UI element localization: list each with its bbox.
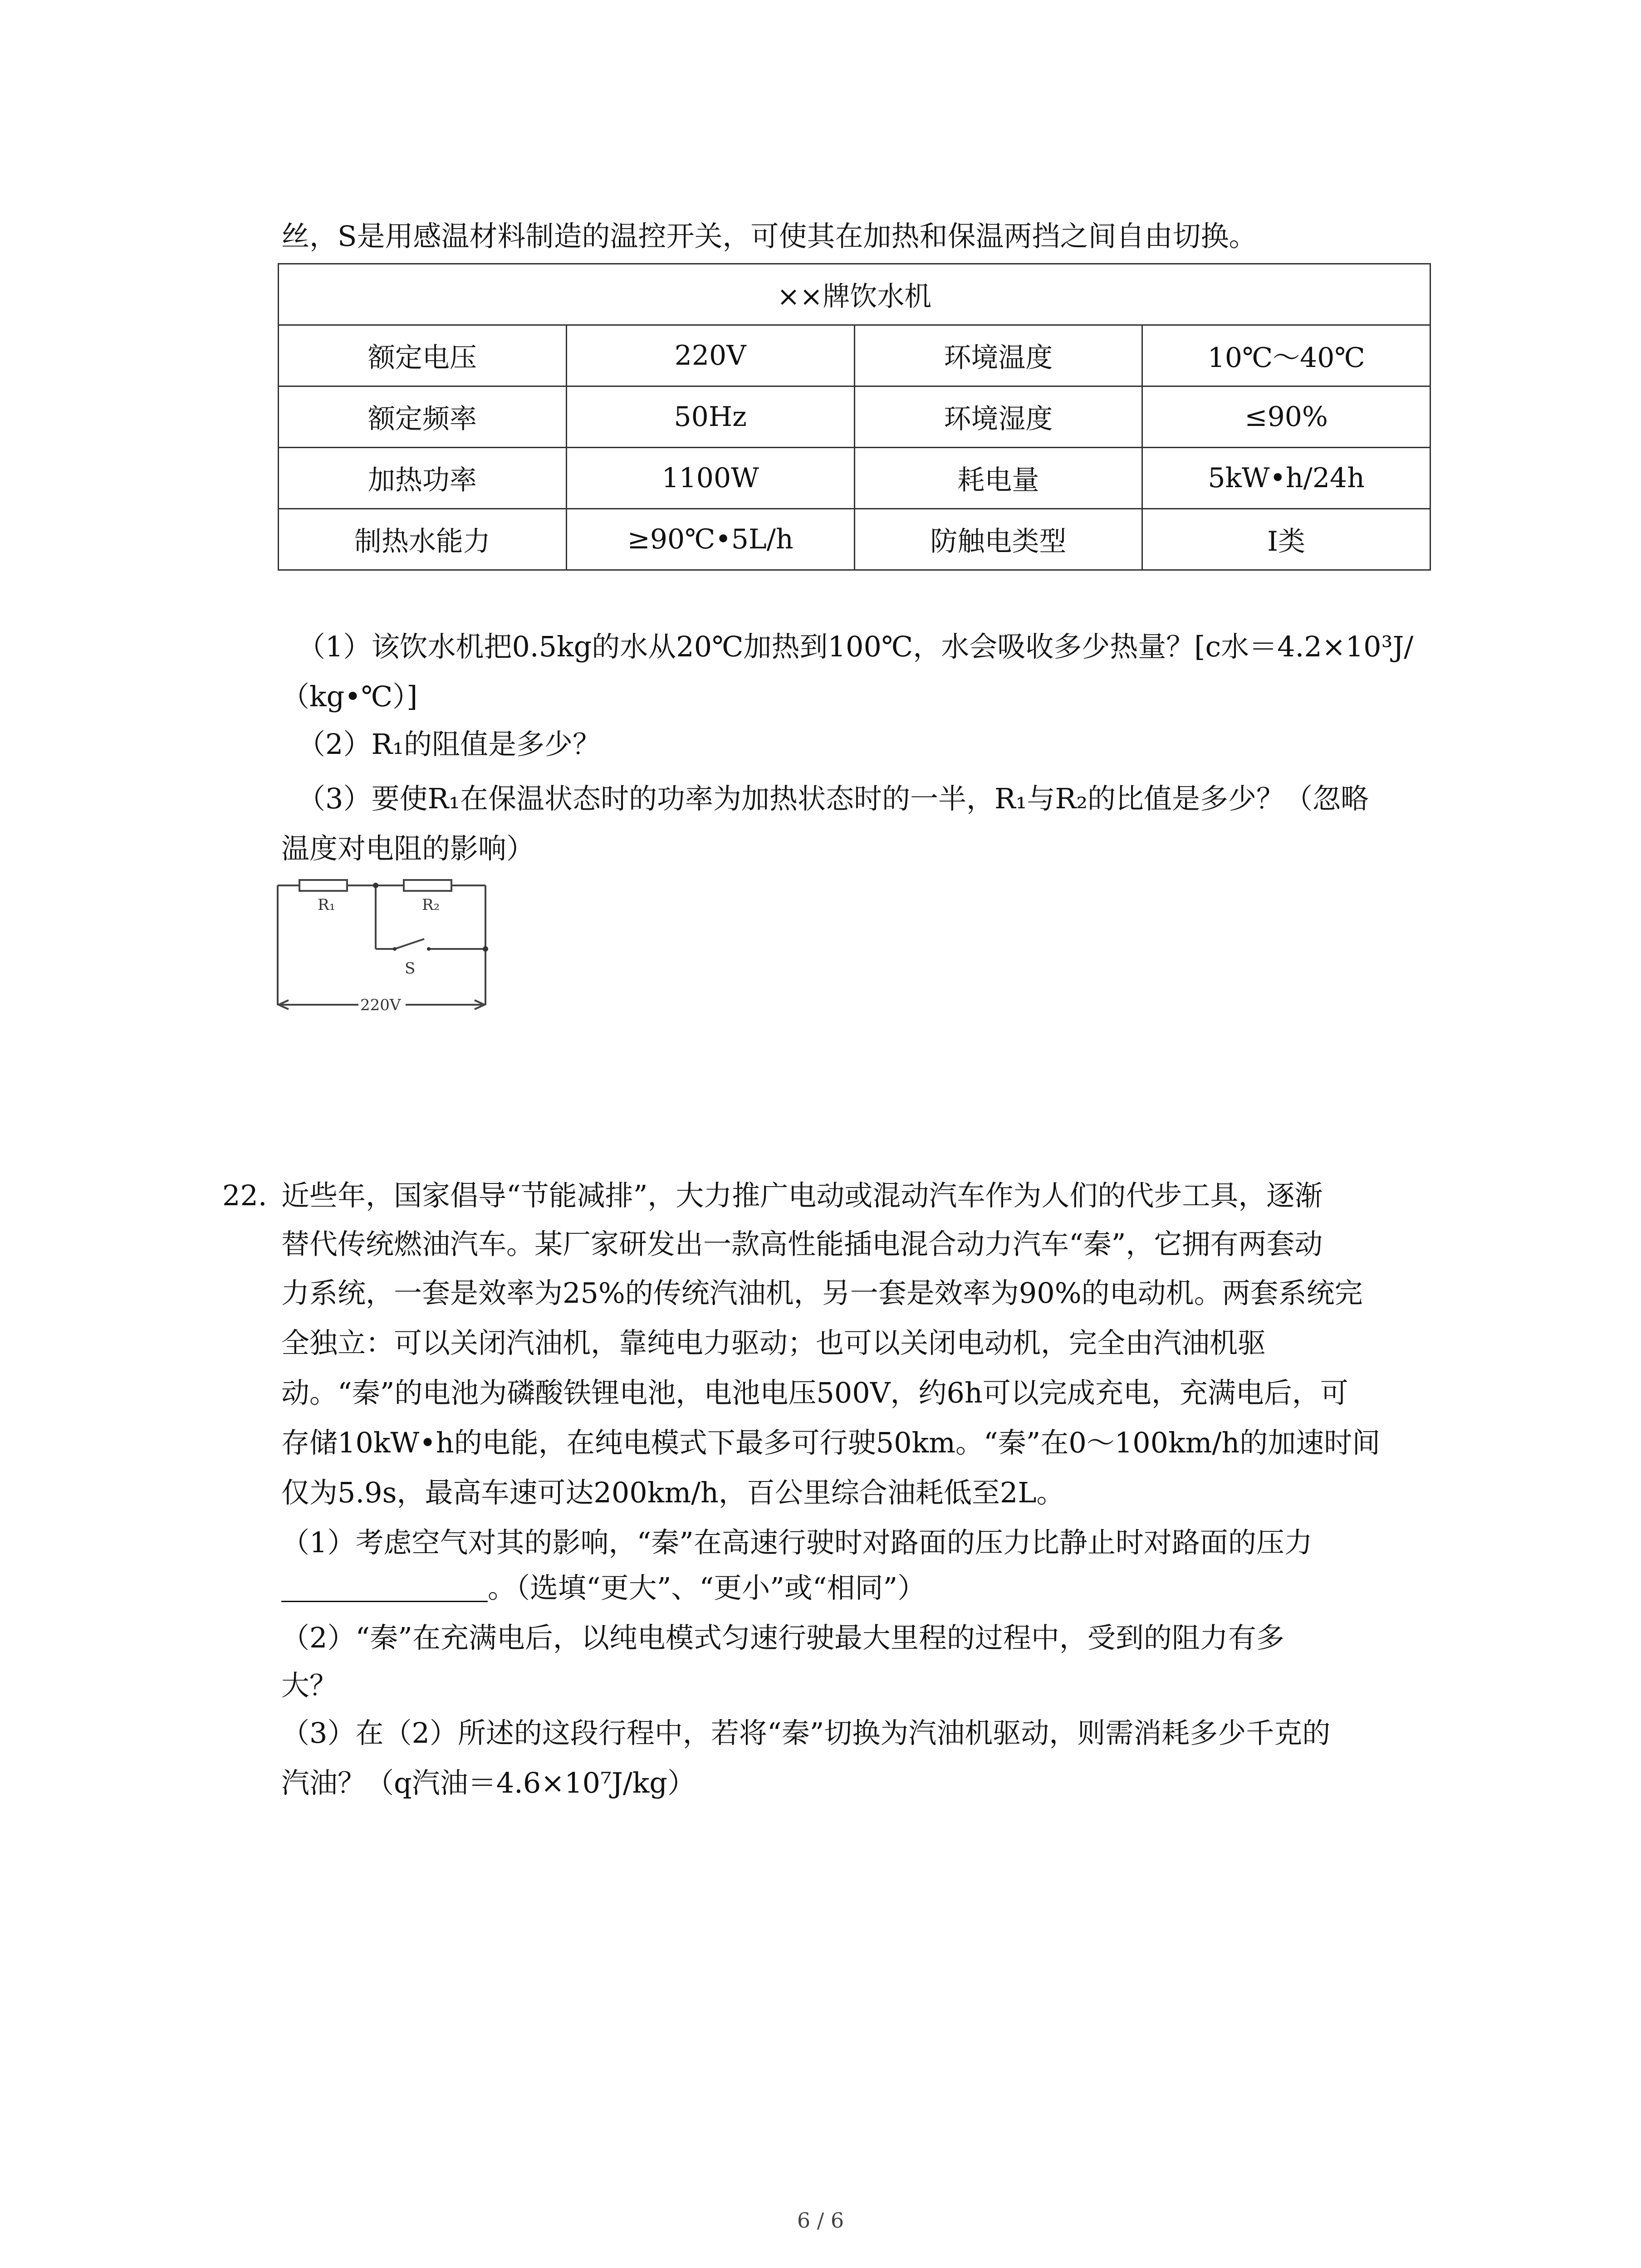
table-cell: 额定频率: [279, 386, 567, 448]
table-row: [279, 386, 1430, 448]
q22-sub3-line2: 汽油？（q汽油＝4.6×10⁷J/kg）: [281, 1766, 696, 1799]
table-cell: Ⅰ类: [1142, 509, 1430, 570]
table-cell: 220V: [566, 325, 854, 386]
circuit-diagram: [272, 875, 499, 1021]
junction-dot: [483, 946, 488, 952]
table-row: [279, 509, 1430, 570]
q22-sub1-line2: 。（选填“更大”、“更小”或“相同”）: [488, 1571, 926, 1604]
table-cell: 环境湿度: [854, 386, 1142, 448]
q21-sub2: （2）R₁的阻值是多少？: [297, 728, 601, 761]
voltage-label: 220V: [360, 996, 401, 1014]
table-cell: ≤90%: [1142, 386, 1430, 448]
table-cell: ≥90℃•5L/h: [566, 509, 854, 570]
q22-sub2-line1: （2）“秦”在充满电后，以纯电模式匀速行驶最大里程的过程中，受到的阻力有多: [281, 1621, 1284, 1654]
q21-sub3-line1: （3）要使R₁在保温状态时的功率为加热状态时的一半，R₁与R₂的比值是多少？（忽略: [297, 782, 1369, 815]
r2-label: R₂: [422, 896, 440, 914]
q22-sub1-line2-wrap: [281, 1571, 926, 1604]
table-cell: 额定电压: [279, 325, 567, 386]
q22-para-line: 仅为5.9s，最高车速可达200km/h，百公里综合油耗低至2L。: [281, 1476, 1065, 1509]
page-number: 6 / 6: [797, 2208, 844, 2233]
table-title: ××牌饮水机: [279, 264, 1430, 325]
q21-sub1-line2: （kg•℃）]: [281, 680, 418, 713]
spec-table: [278, 263, 1431, 571]
table-cell: 5kW•h/24h: [1142, 448, 1430, 509]
table-row: [279, 448, 1430, 509]
junction-dot: [373, 883, 378, 888]
table-cell: 防触电类型: [854, 509, 1142, 570]
switch-contact: [427, 947, 431, 951]
table-cell: 环境温度: [854, 325, 1142, 386]
table-row: [279, 325, 1430, 386]
switch-label: S: [405, 959, 416, 978]
q22-para-line: 力系统，一套是效率为25%的传统汽油机，另一套是效率为90%的电动机。两套系统完: [281, 1276, 1363, 1310]
table-cell: 1100W: [566, 448, 854, 509]
table-cell: 10℃～40℃: [1142, 325, 1430, 386]
q22-para-line: 替代传统燃油汽车。某厂家研发出一款高性能插电混合动力汽车“秦”，它拥有两套动: [281, 1227, 1323, 1261]
intro-line: 丝，S是用感温材料制造的温控开关，可使其在加热和保温两挡之间自由切换。: [281, 220, 1257, 253]
q22-sub3-line1: （3）在（2）所述的这段行程中，若将“秦”切换为汽油机驱动，则需消耗多少千克的: [281, 1716, 1331, 1750]
q22-para-line: 近些年，国家倡导“节能减排”，大力推广电动或混动汽车作为人们的代步工具，逐渐: [281, 1179, 1323, 1212]
q22-number: 22.: [222, 1179, 267, 1212]
q22-para-line: 动。“秦”的电池为磷酸铁锂电池，电池电压500V，约6h可以完成充电，充满电后，可: [281, 1376, 1348, 1409]
table-cell: 加热功率: [279, 448, 567, 509]
table-cell: 制热水能力: [279, 509, 567, 570]
q22-sub2-line2: 大？: [281, 1669, 338, 1702]
q21-sub3-line2: 温度对电阻的影响）: [281, 832, 535, 865]
r1-label: R₁: [318, 896, 336, 914]
table-cell: 50Hz: [566, 386, 854, 448]
q22-para-line: 全独立：可以关闭汽油机，靠纯电力驱动；也可以关闭电动机，完全由汽油机驱: [281, 1326, 1266, 1359]
q21-sub1-line1: （1）该饮水机把0.5kg的水从20℃加热到100℃，水会吸收多少热量？[c水＝4.2×10³J/: [297, 630, 1414, 663]
answer-blank[interactable]: [281, 1578, 488, 1602]
switch-contact: [393, 947, 397, 951]
q22-para-line: 存储10kW•h的电能，在纯电模式下最多可行驶50km。“秦”在0～100km/h的加速时间: [281, 1426, 1381, 1459]
q22-sub1-line1: （1）考虑空气对其的影响，“秦”在高速行驶时对路面的压力比静止时对路面的压力: [281, 1526, 1313, 1559]
table-cell: 耗电量: [854, 448, 1142, 509]
